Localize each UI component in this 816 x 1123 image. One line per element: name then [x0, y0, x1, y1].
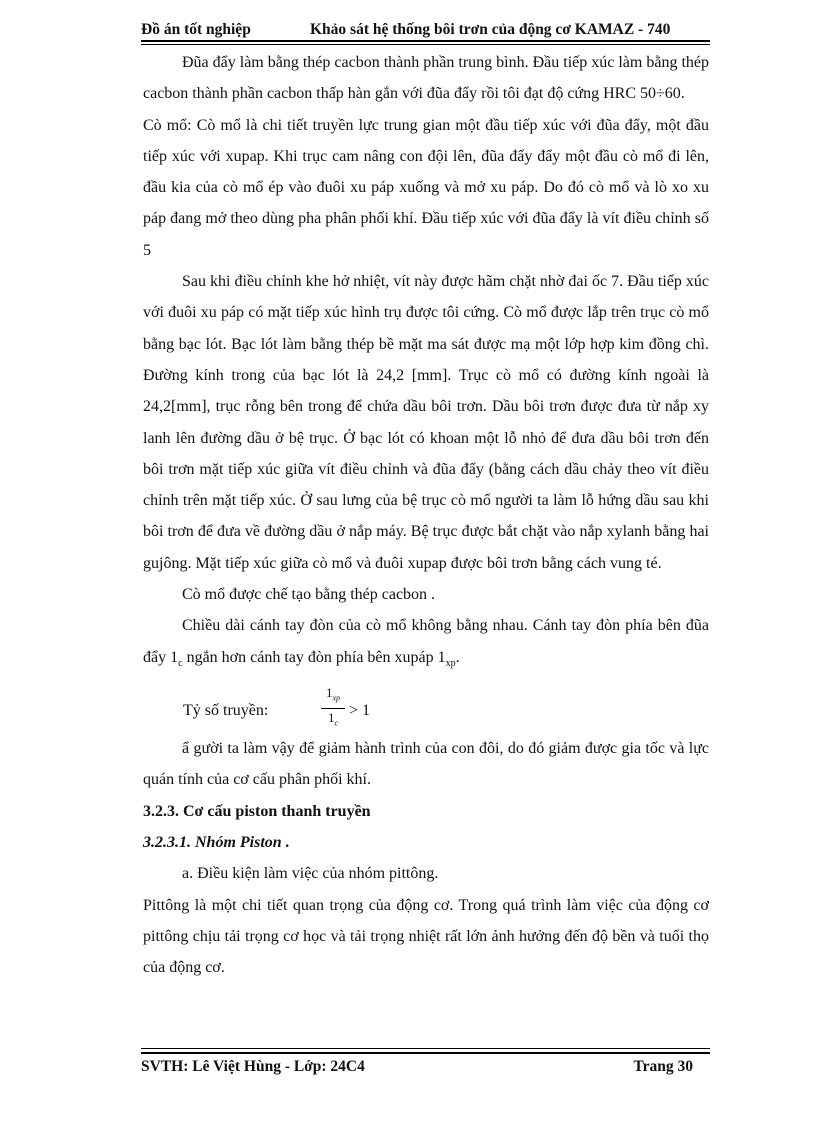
paragraph-push-rod: Đũa đẩy làm bằng thép cacbon thành phần trung bình. Đầu tiếp xúc làm bằng thép cacbon thành phần cacbon thấp hàn gắn với đũa đẩy rồi tôi đạt độ cứng HRC 50÷60. — [143, 54, 709, 103]
paragraph-rocker-arm: Cò mổ: Cò mổ là chi tiết truyền lực trung gian một đầu tiếp xúc với đũa đẩy, một đầu tiếp xúc với xupap. Khi trục cam nâng con đội lên, đũa đẩy đẩy một đầu cò mổ đi lên, đầu kia của cò mổ ép vào đuôi xu páp xuống và mở xu páp. Do đó cò mổ và lò xo xu páp đang mở theo dùng pha phân phối khí. Đầu tiếp xúc với đũa đẩy là vít điều chỉnh số 5 — [143, 116, 709, 259]
paragraph-lever-arms: Chiều dài cánh tay đòn của cò mổ không bằng nhau. Cánh tay đòn phía bên đũa đẩy $1_c$ ngắn hơn cánh tay đòn phía bên xupáp $1_{xp}$. — [143, 617, 709, 669]
document-body — [143, 47, 709, 984]
section-heading-3-2-3-1: 3.2.3.1. Nhóm Piston . — [143, 834, 290, 852]
ratio-fraction: $\frac{1_{xp}}{1_c}$ — [321, 685, 345, 731]
paragraph-piston-intro: Pittông là một chi tiết quan trọng của động cơ. Trong quá trình làm việc của động cơ pittông chịu tải trọng cơ học và tải trọng nhiệt rất lớn ảnh hưởng đến độ bền và tuổi thọ của động cơ. — [143, 896, 709, 977]
footer-author: SVTH: Lê Việt Hùng - Lớp: 24C4 — [141, 1058, 365, 1075]
header-right-title: Khảo sát hệ thống bôi trơn của động cơ KAMAZ - 740 — [310, 21, 671, 38]
header-rule-thin — [141, 44, 710, 45]
section-heading-3-2-3: 3.2.3. Cơ cấu piston thanh truyền — [143, 802, 371, 820]
page-header — [141, 17, 710, 39]
paragraph-purpose: ẩ gười ta làm vậy để giảm hành trình của con đôi, do đó giảm được gia tốc và lực quán tính của cơ cấu phân phối khí. — [143, 740, 709, 789]
paragraph-adjustment: Sau khi điều chỉnh khe hở nhiệt, vít này được hãm chặt nhờ đai ốc 7. Đầu tiếp xúc với đuôi xu páp có mặt tiếp xúc hình trụ được tôi cứng. Cò mổ được lắp trên trục cò mổ bằng bạc lót. Bạc lót làm bằng thép bề mặt ma sát được mạ một lớp hợp kim đồng chì. Đường kính trong của bạc lót là 24,2 [mm]. Trục cò mổ có đường kính ngoài là 24,2[mm], trục rỗng bên trong để chứa dầu bôi trơn. Dầu bôi trơn được đưa từ nắp xy lanh lên đường dầu ở bệ trục. Ở bạc lót có khoan một lỗ nhỏ để đưa dầu bôi trơn đến bôi trơn mặt tiếp xúc giữa vít điều chỉnh và đũa đẩy (bằng cách dầu chảy theo vít điều chỉnh trên mặt tiếp xúc. Ở sau lưng của bệ trục cò mổ người ta làm lỗ hứng dầu sau khi bôi trơn để đưa về đường dầu ở nắp máy. Bệ trục được bắt chặt vào nắp xylanh bằng hai gujông. Mặt tiếp xúc giữa cò mổ và đuôi xupap được bôi trơn bằng cách vung té. — [143, 273, 709, 572]
header-rule-thick — [141, 40, 710, 42]
paragraph-working-conditions: a. Điều kiện làm việc của nhóm pittông. — [182, 865, 439, 883]
header-left-title: Đồ án tốt nghiệp — [141, 21, 251, 38]
ratio-comparison: > 1 — [349, 702, 371, 720]
ratio-label: Tỷ số truyền: — [183, 702, 269, 720]
ratio-formula — [183, 681, 709, 733]
footer-page-number: Trang 30 — [633, 1058, 693, 1075]
footer-rule-thin — [141, 1048, 710, 1049]
footer-rule-thick — [141, 1052, 710, 1054]
paragraph-material: Cò mổ được chế tạo bằng thép cacbon . — [182, 586, 436, 604]
